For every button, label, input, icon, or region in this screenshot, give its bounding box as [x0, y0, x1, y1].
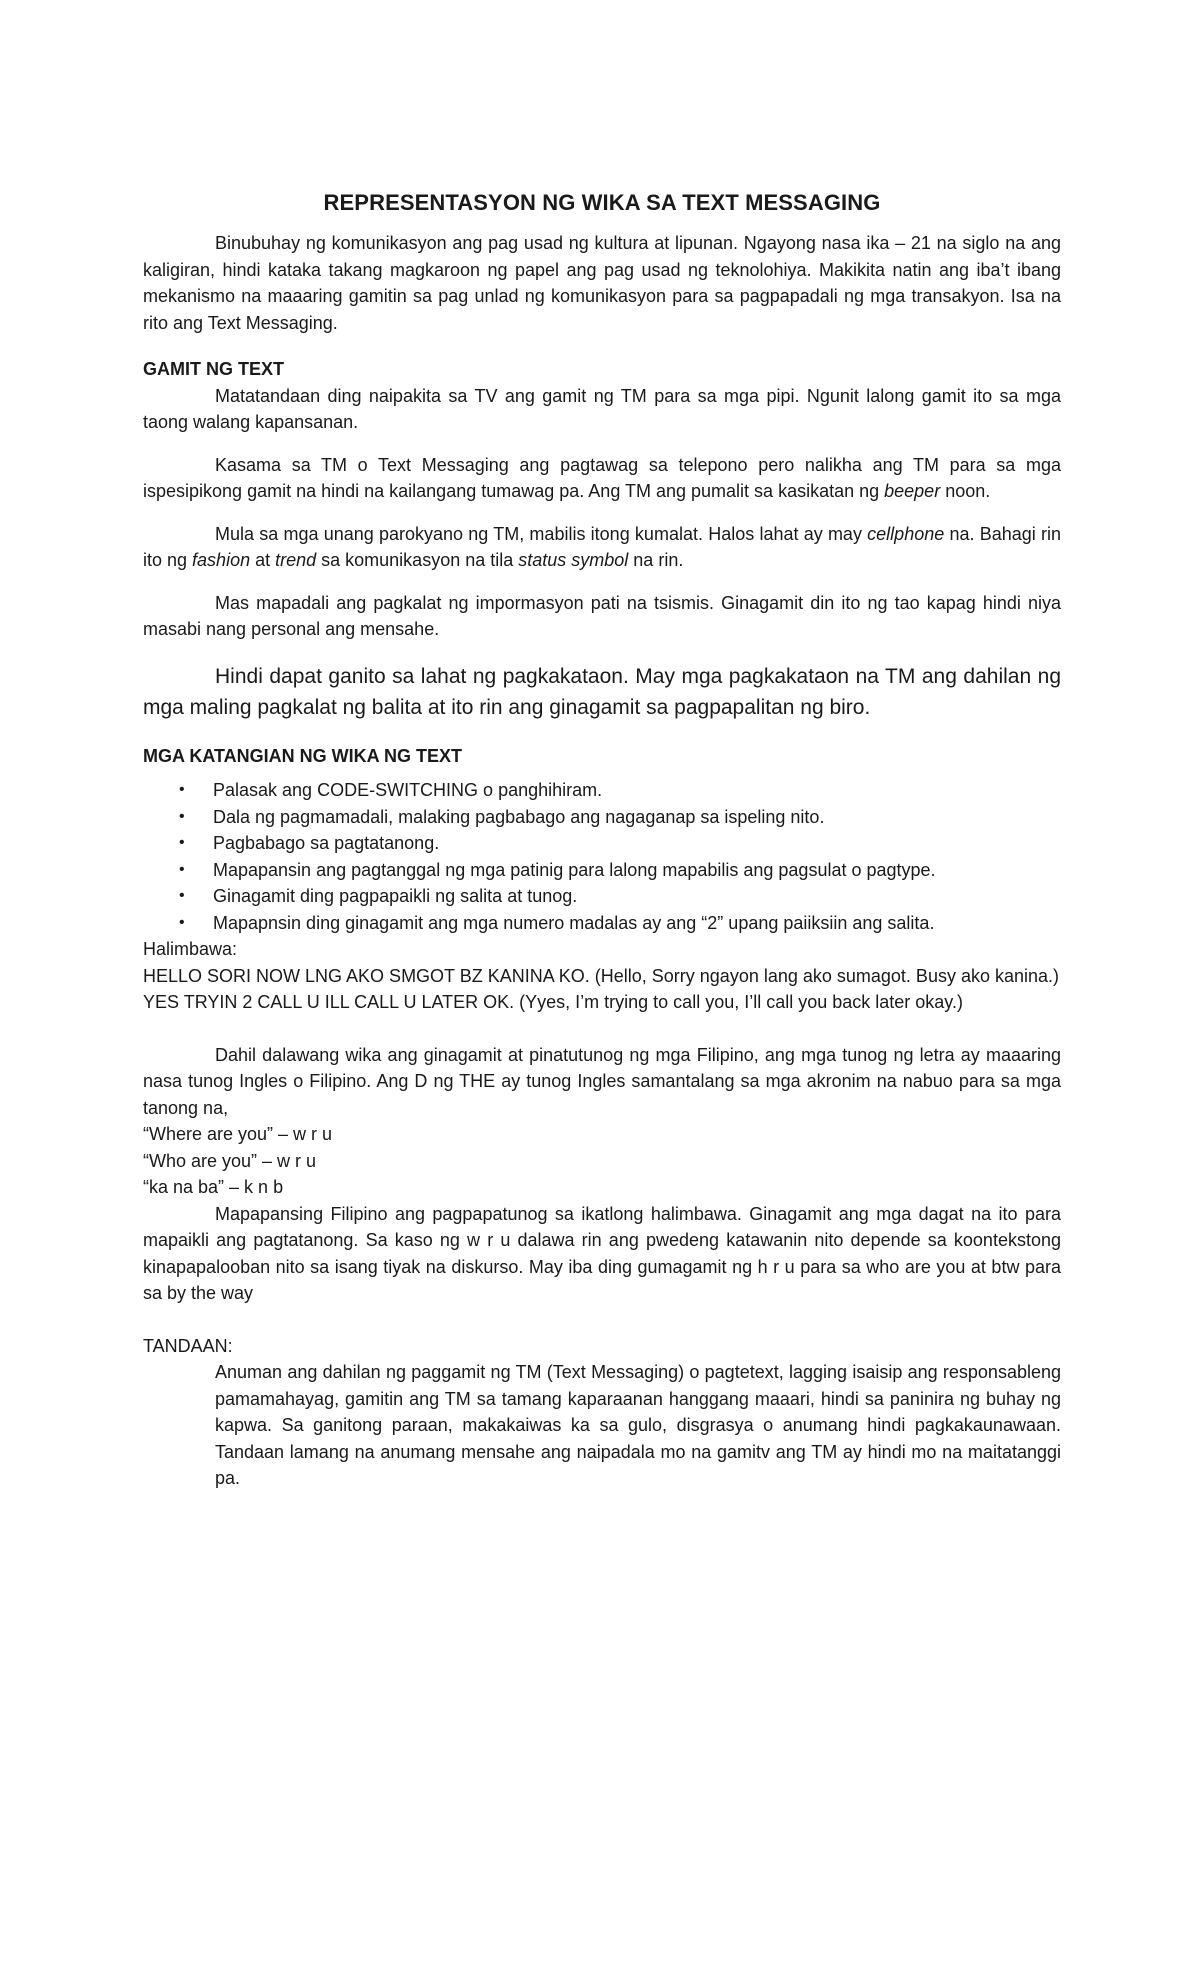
- bullet-icon: •: [179, 887, 185, 904]
- text-run: na. Bahagi rin ito ng: [143, 523, 1061, 570]
- list-item: [179, 857, 1061, 884]
- italic-term: cellphone: [867, 523, 945, 544]
- text-run: Kasama sa TM o Text Messaging ang pagtawag sa telepono pero nalikha ang TM para sa mga ispesipikong gamit na hindi na kailangang tumawag pa. Ang TM ang pumalit sa kasikatan ng: [143, 454, 1061, 501]
- bullet-icon: •: [179, 781, 185, 798]
- example-1: HELLO SORI NOW LNG AKO SMGOT BZ KANINA KO. (Hello, Sorry ngayon lang ako sumagot. Busy ako kanina.): [143, 965, 1060, 986]
- list-item-text: Mapapnsin ding ginagamit ang mga numero madalas ay ang “2” upang paiiksiin ang salita.: [213, 912, 935, 933]
- acronym-line: “ka na ba” – k n b: [143, 1177, 284, 1197]
- section-heading-katangian: MGA KATANGIAN NG WIKA NG TEXT: [143, 745, 462, 766]
- example-2: YES TRYIN 2 CALL U ILL CALL U LATER OK. (Yyes, I’m trying to call you, I’ll call you back later okay.): [143, 992, 963, 1012]
- list-item: [179, 804, 1061, 831]
- bullet-icon: •: [179, 913, 185, 931]
- example-label: Halimbawa:: [143, 939, 238, 959]
- tandaan-label: TANDAAN:: [143, 1335, 233, 1356]
- list-item-text: Pagbabago sa pagtatanong.: [213, 833, 440, 853]
- acronym-line: “Where are you” – w r u: [143, 1124, 333, 1144]
- list-item: [179, 910, 1061, 937]
- intro-paragraph: Binubuhay ng komunikasyon ang pag usad ng kultura at lipunan. Ngayong nasa ika – 21 na siglo na ang kaligiran, hindi kataka takang magkaroon ng papel ang pag usad ng teknolohiya. Makikita natin ang iba’t ibang mekanismo na maaaring gamitin sa pag unlad ng komunikasyon para sa pagpapadali ng mga transakyon. Isa na rito ang Text Messaging.: [143, 233, 1061, 333]
- italic-term: beeper: [884, 481, 941, 501]
- katangian-paragraph-6: Dahil dalawang wika ang ginagamit at pinatutunog ng mga Filipino, ang mga tunog ng letra ay maaaring nasa tunog Ingles o Filipino. Ang D ng THE ay tunog Ingles samantalang sa mga akronim na nabuo para sa mga tanong na,: [143, 1044, 1061, 1118]
- list-item-text: Palasak ang CODE-SWITCHING o panghihiram.: [213, 780, 603, 800]
- section-heading-gamit: GAMIT NG TEXT: [143, 359, 284, 379]
- text-run: na rin.: [628, 550, 684, 570]
- acronym-line: “Who are you” – w r u: [143, 1150, 317, 1171]
- italic-term: fashion: [192, 550, 251, 570]
- bullet-icon: •: [179, 860, 185, 878]
- tandaan-body: Anuman ang dahilan ng paggamit ng TM (Text Messaging) o pagtetext, lagging isaisip ang responsableng pamamahayag, gamitin ang TM sa tamang kaparaanan hanggang maaari, hindi sa paninira ng buhay ng kapwa. Sa ganitong paraan, makakaiwas ka sa gulo, disgrasya o anumang hindi pagkakaunawaan. Tandaan lamang na anumang mensahe ang naipadala mo na gamitv ang TM ay hindi mo na maitatanggi pa.: [215, 1362, 1061, 1488]
- text-run: Mula sa mga unang parokyano ng TM, mabilis itong kumalat. Halos lahat ay may: [215, 523, 868, 544]
- text-run: noon.: [940, 481, 991, 501]
- italic-term: status symbol: [518, 550, 629, 570]
- list-item-text: Mapapansin ang pagtanggal ng mga patinig para lalong mapabilis ang pagsulat o pagtype.: [213, 859, 936, 880]
- gamit-paragraph-2: [143, 452, 1061, 505]
- katangian-list: [143, 777, 1061, 936]
- text-run: sa komunikasyon na tila: [316, 550, 519, 570]
- gamit-paragraph-5: Hindi dapat ganito sa lahat ng pagkakataon. May mga pagkakataon na TM ang dahilan ng mga maling pagkalat ng balita at ito rin ang ginagamit sa pagpapalitan ng biro.: [143, 664, 1061, 719]
- bullet-icon: •: [179, 807, 185, 825]
- document-title: REPRESENTASYON NG WIKA SA TEXT MESSAGING: [323, 190, 881, 215]
- text-run: at: [250, 550, 276, 570]
- list-item-text: Dala ng pagmamadali, malaking pagbabago ang nagaganap sa ispeling nito.: [213, 806, 825, 827]
- list-item: [179, 777, 1061, 804]
- gamit-paragraph-1: Matatandaan ding naipakita sa TV ang gamit ng TM para sa mga pipi. Ngunit lalong gamit ito sa mga taong walang kapansanan.: [143, 385, 1061, 432]
- italic-term: trend: [275, 550, 317, 570]
- list-item: [179, 830, 1061, 857]
- list-item: [179, 883, 1061, 910]
- list-item-text: Ginagamit ding pagpapaikli ng salita at tunog.: [213, 886, 578, 906]
- gamit-paragraph-4: Mas mapadali ang pagkalat ng impormasyon pati na tsismis. Ginagamit din ito ng tao kapag hindi niya masabi nang personal ang mensahe.: [143, 592, 1061, 639]
- bullet-icon: •: [179, 834, 185, 851]
- gamit-paragraph-3: [143, 521, 1061, 574]
- katangian-paragraph-7: Mapapansing Filipino ang pagpapatunog sa ikatlong halimbawa. Ginagamit ang mga dagat na ito para mapaikli ang pagtatanong. Sa kaso ng w r u dalawa rin ang pwedeng katawanin nito depende sa koontekstong kinapapalooban nito sa isang tiyak na diskurso. May iba ding gumagamit ng h r u para sa who are you at btw para sa by the way: [143, 1203, 1061, 1303]
